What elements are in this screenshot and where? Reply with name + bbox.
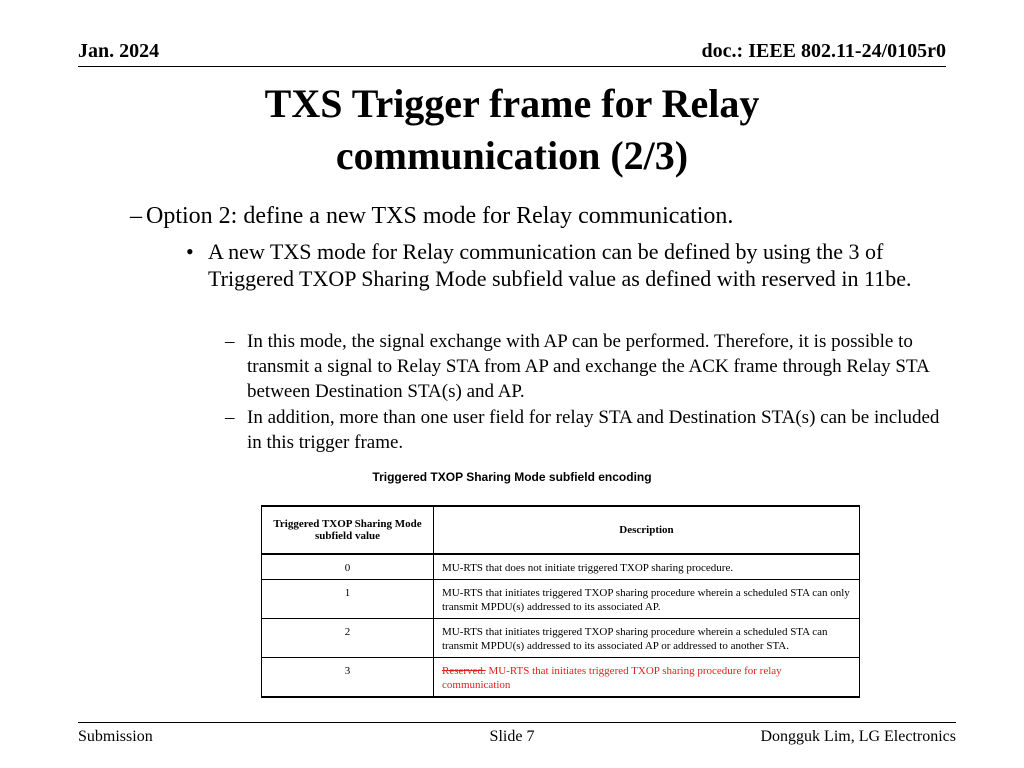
table-row [262,554,860,580]
footer-submission: Submission [78,728,153,745]
bullet-level-2 [186,238,948,292]
table-cell-value: 3 [262,658,434,698]
table-row [262,658,860,698]
bullet-level-2-text: A new TXS mode for Relay communication can be defined by using the 3 of Triggered TXOP Sharing Mode subfield value as defined with reserved in 11be. [208,239,912,291]
struck-text: Reserved. [442,665,486,677]
bullet-level-3-text: In this mode, the signal exchange with AP can be performed. Therefore, it is possible to transmit a signal to Relay STA from AP and exchange the ACK frame through Relay STA between Destination STA(s) and AP. [247,331,929,402]
bullet-level-3 [225,405,947,455]
table-cell-value: 0 [262,554,434,580]
table-header-row [262,506,860,554]
bullet-marker: • [186,239,194,264]
slide-title [0,78,1024,182]
dash-marker: – [130,203,142,229]
header-doc-id: doc.: IEEE 802.11-24/0105r0 [701,40,946,62]
table-cell-description: MU-RTS that initiates triggered TXOP sharing procedure wherein a scheduled STA can only transmit MPDU(s) addressed to its associated AP. [434,580,860,619]
column-header-description: Description [434,506,860,554]
header-date: Jan. 2024 [78,40,160,62]
table-row [262,580,860,619]
dash-marker: – [225,407,235,428]
bullet-level-3 [225,329,947,404]
slide-title-line-2: communication (2/3) [335,133,689,178]
bullet-level-1-text: Option 2: define a new TXS mode for Relay communication. [146,203,734,229]
table-cell-description-modified [434,658,860,698]
column-header-value: Triggered TXOP Sharing Mode subfield value [262,506,434,554]
slide-title-line-1: TXS Trigger frame for Relay [264,81,760,126]
table-cell-description: MU-RTS that initiates triggered TXOP sharing procedure wherein a scheduled STA can transmit MPDU(s) addressed to its associated AP or addressed to another STA. [434,619,860,658]
table-cell-description: MU-RTS that does not initiate triggered TXOP sharing procedure. [434,554,860,580]
inserted-text: MU-RTS that initiates triggered TXOP sharing procedure for relay communication [442,665,782,691]
footer-author: Dongguk Lim, LG Electronics [760,728,956,745]
footer-slide-number: Slide 7 [489,728,535,745]
dash-marker: – [225,331,235,352]
table-caption: Triggered TXOP Sharing Mode subfield encoding [372,470,652,484]
footer-divider [78,722,956,723]
table-cell-value: 2 [262,619,434,658]
bullet-level-1 [130,200,734,232]
table-row [262,619,860,658]
bullet-level-3-text: In addition, more than one user field for relay STA and Destination STA(s) can be included in this trigger frame. [247,407,940,453]
table-cell-value: 1 [262,580,434,619]
header-divider [78,66,946,67]
encoding-table [261,505,860,698]
